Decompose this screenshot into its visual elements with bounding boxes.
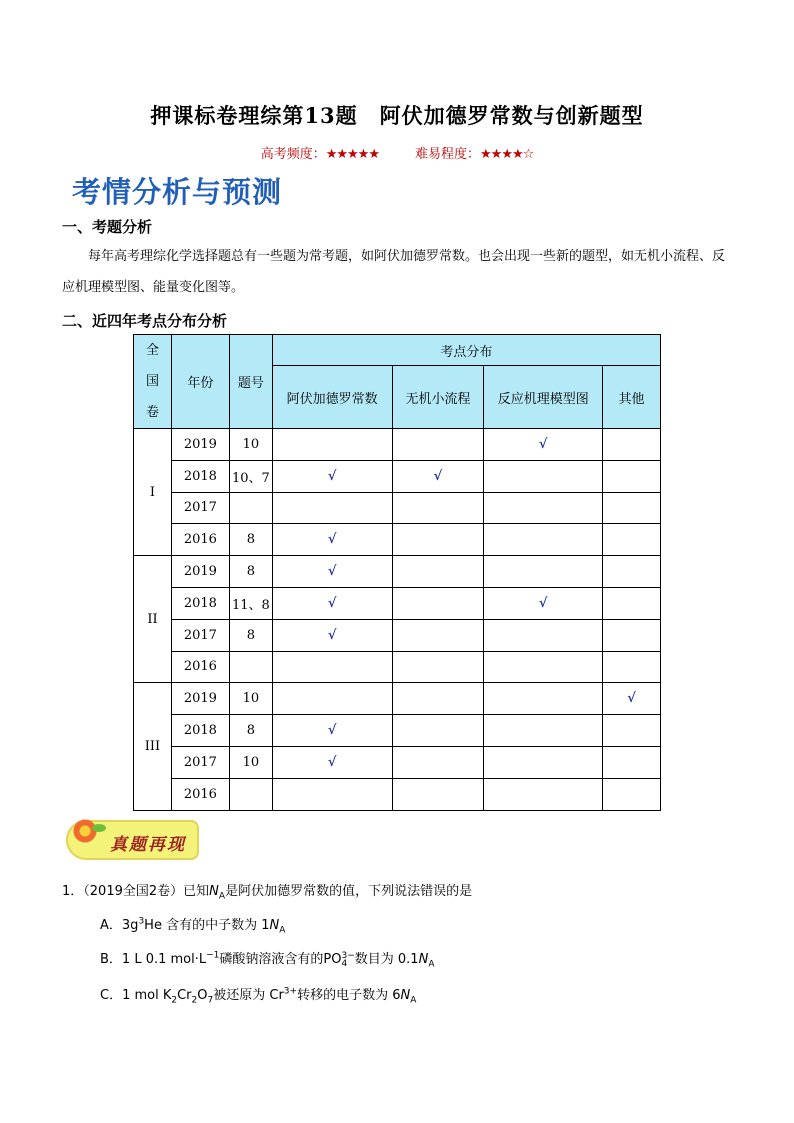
question-source: （2019全国2卷） xyxy=(83,884,184,899)
empty-cell xyxy=(603,651,661,683)
table-row xyxy=(134,746,661,778)
empty-cell xyxy=(484,524,603,556)
question-number-cell: 8 xyxy=(229,715,272,747)
option-sub: 7 xyxy=(207,995,214,1006)
empty-cell xyxy=(484,746,603,778)
na-subscript: A xyxy=(410,995,417,1006)
question-number-cell: 8 xyxy=(229,556,272,588)
table-row xyxy=(134,778,661,810)
empty-cell xyxy=(392,778,484,810)
option-c xyxy=(100,984,416,1006)
empty-cell xyxy=(603,746,661,778)
option-label: B． xyxy=(100,952,122,967)
option-label: A． xyxy=(100,918,122,933)
paper-cell: I xyxy=(134,429,172,556)
page-title: 押课标卷理综第13题 阿伏加德罗常数与创新题型 xyxy=(150,103,644,128)
year-cell: 2019 xyxy=(171,429,229,461)
question-number-cell: 11、8 xyxy=(229,587,272,619)
na-symbol: N xyxy=(418,952,429,967)
empty-cell xyxy=(603,429,661,461)
empty-cell xyxy=(392,587,484,619)
empty-cell xyxy=(484,460,603,492)
option-b xyxy=(100,948,434,970)
empty-cell xyxy=(272,492,392,524)
empty-cell xyxy=(603,524,661,556)
stem-part: 是阿伏加德罗常数的值，下列说法错误的是 xyxy=(225,884,473,899)
empty-cell xyxy=(484,619,603,651)
empty-cell xyxy=(603,715,661,747)
table-row xyxy=(134,492,661,524)
na-subscript: A xyxy=(279,925,286,936)
question-number: 1． xyxy=(62,884,84,899)
table-row xyxy=(134,587,661,619)
empty-cell xyxy=(603,460,661,492)
difficulty-stars: ★★★★☆ xyxy=(480,147,534,162)
option-text: 1 L 0.1 mol·L xyxy=(121,952,207,967)
table-row xyxy=(134,715,661,747)
question-number-cell: 8 xyxy=(229,619,272,651)
option-text: Cr xyxy=(177,988,192,1003)
table-row xyxy=(134,556,661,588)
na-symbol: N xyxy=(269,918,280,933)
frequency-stars: ★★★★★ xyxy=(325,147,379,162)
empty-cell xyxy=(392,556,484,588)
year-cell: 2016 xyxy=(171,778,229,810)
empty-cell xyxy=(272,651,392,683)
option-text: He 含有的中子数为 1 xyxy=(144,918,270,933)
na-subscript: A xyxy=(218,891,226,902)
year-cell: 2017 xyxy=(171,619,229,651)
na-symbol: N xyxy=(400,988,411,1003)
option-text: 1 mol K xyxy=(122,988,172,1003)
empty-cell xyxy=(603,556,661,588)
empty-cell xyxy=(603,619,661,651)
question-number-cell xyxy=(229,492,272,524)
option-sup: −1 xyxy=(206,950,220,961)
question-stem xyxy=(62,880,472,902)
check-mark-cell: √ xyxy=(484,587,603,619)
option-a xyxy=(100,914,285,936)
check-mark-cell: √ xyxy=(272,460,392,492)
option-sup: 3 xyxy=(138,916,145,927)
option-text: 被还原为 Cr xyxy=(213,988,284,1003)
option-text: O xyxy=(197,988,208,1003)
table-row xyxy=(134,460,661,492)
real-exam-badge xyxy=(66,820,199,860)
table-row xyxy=(134,651,661,683)
question-number-cell: 10 xyxy=(229,746,272,778)
header-paper-text: 全国卷 xyxy=(145,343,159,420)
exam-distribution-table xyxy=(133,334,661,811)
year-cell: 2017 xyxy=(171,746,229,778)
header-distribution: 考点分布 xyxy=(272,335,660,366)
empty-cell xyxy=(392,524,484,556)
check-mark-cell: √ xyxy=(484,429,603,461)
empty-cell xyxy=(392,619,484,651)
stem-part: 已知 xyxy=(183,884,210,899)
empty-cell xyxy=(392,715,484,747)
year-cell: 2019 xyxy=(171,683,229,715)
empty-cell xyxy=(272,683,392,715)
year-cell: 2016 xyxy=(171,524,229,556)
section2-heading: 二、近四年考点分布分析 xyxy=(62,312,228,330)
header-topic-3: 其他 xyxy=(603,366,661,429)
header-topic-2: 反应机理模型图 xyxy=(484,366,603,429)
empty-cell xyxy=(392,683,484,715)
year-cell: 2016 xyxy=(171,651,229,683)
empty-cell xyxy=(484,715,603,747)
empty-cell xyxy=(484,683,603,715)
option-label: C． xyxy=(100,988,123,1003)
option-sup: 3+ xyxy=(283,986,298,997)
question-number-cell: 8 xyxy=(229,524,272,556)
header-year: 年份 xyxy=(171,335,229,429)
frequency-label: 高考频度： xyxy=(260,147,326,162)
option-text: 数目为 0.1 xyxy=(354,952,419,967)
difficulty-label: 难易程度： xyxy=(415,147,481,162)
header-topic-1: 无机小流程 xyxy=(392,366,484,429)
check-mark-cell: √ xyxy=(272,556,392,588)
paper-cell: III xyxy=(134,683,172,810)
empty-cell xyxy=(603,492,661,524)
option-text: 磷酸钠溶液含有的PO xyxy=(219,952,342,967)
empty-cell xyxy=(484,492,603,524)
question-number-cell xyxy=(229,651,272,683)
check-mark-cell: √ xyxy=(392,460,484,492)
empty-cell xyxy=(603,587,661,619)
section-banner: 考情分析与预测 xyxy=(72,175,283,209)
check-mark-cell: √ xyxy=(603,683,661,715)
option-sub: 2 xyxy=(191,995,198,1006)
option-sub: 2 xyxy=(171,995,178,1006)
table-row xyxy=(134,524,661,556)
empty-cell xyxy=(484,778,603,810)
badge-label: 真题再现 xyxy=(110,835,186,855)
year-cell: 2018 xyxy=(171,587,229,619)
option-text: 转移的电子数为 6 xyxy=(297,988,401,1003)
empty-cell xyxy=(484,651,603,683)
check-mark-cell: √ xyxy=(272,524,392,556)
ion-subscript: 4 xyxy=(341,958,348,969)
empty-cell xyxy=(272,429,392,461)
ion-charge: 3− xyxy=(341,950,355,961)
question-number-cell xyxy=(229,778,272,810)
header-question-number: 题号 xyxy=(229,335,272,429)
check-mark-cell: √ xyxy=(272,587,392,619)
question-number-cell: 10 xyxy=(229,683,272,715)
year-cell: 2018 xyxy=(171,460,229,492)
empty-cell xyxy=(392,651,484,683)
check-mark-cell: √ xyxy=(272,715,392,747)
table-row xyxy=(134,683,661,715)
paper-cell: II xyxy=(134,556,172,683)
empty-cell xyxy=(392,746,484,778)
header-topic-0: 阿伏加德罗常数 xyxy=(272,366,392,429)
question-number-cell: 10 xyxy=(229,429,272,461)
na-symbol: N xyxy=(209,884,219,899)
section1-heading: 一、考题分析 xyxy=(62,218,153,236)
year-cell: 2017 xyxy=(171,492,229,524)
empty-cell xyxy=(392,429,484,461)
empty-cell xyxy=(484,556,603,588)
leaf-icon xyxy=(92,824,106,832)
empty-cell xyxy=(392,492,484,524)
option-text: 3g xyxy=(121,918,139,933)
question-number-cell: 10、7 xyxy=(229,460,272,492)
empty-cell xyxy=(272,778,392,810)
check-mark-cell: √ xyxy=(272,619,392,651)
table-row xyxy=(134,619,661,651)
year-cell: 2018 xyxy=(171,715,229,747)
table-row xyxy=(134,429,661,461)
check-mark-cell: √ xyxy=(272,746,392,778)
header-paper xyxy=(134,335,172,429)
year-cell: 2019 xyxy=(171,556,229,588)
na-subscript: A xyxy=(428,959,435,970)
section1-text: 每年高考理综化学选择题总有一些题为常考题，如阿伏加德罗常数。也会出现一些新的题型，如无机小流程、反应机理模型图、能量变化图等。 xyxy=(62,249,726,295)
empty-cell xyxy=(603,778,661,810)
difficulty-meta xyxy=(0,143,794,162)
